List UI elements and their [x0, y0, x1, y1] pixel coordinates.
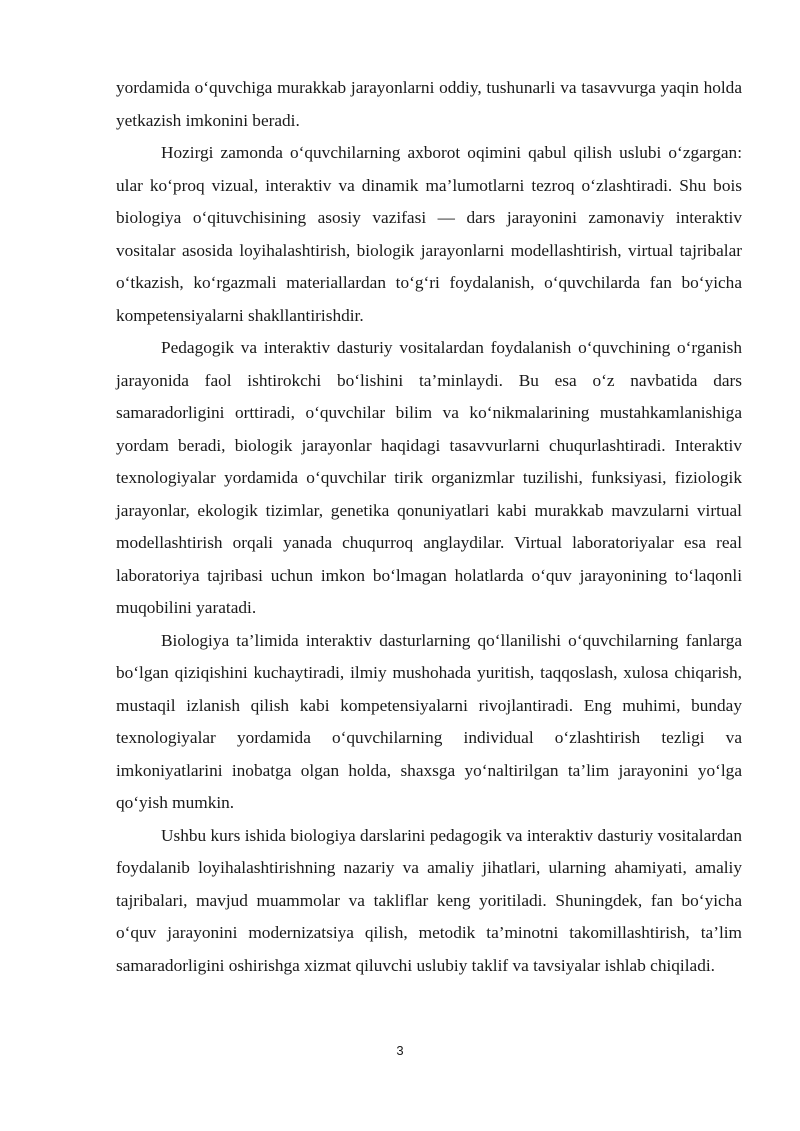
paragraph: Ushbu kurs ishida biologiya darslarini pedagogik va interaktiv dasturiy vositalardan foydalanib loyihalashtirishning nazariy va amaliy jihatlari, ularning ahamiyati, amaliy tajribalari, mavjud muammolar va takliflar keng yoritiladi. Shuningdek, fan bo‘yicha o‘quv jarayonini modernizatsiya qilish, metodik ta’minotni takomillashtirish, ta’lim samaradorligini oshirishga xizmat qiluvchi uslubiy taklif va tavsiyalar ishlab chiqiladi. [116, 825, 742, 975]
paragraph-continuation: yordamida o‘quvchiga murakkab jarayonlarni oddiy, tushunarli va tasavvurga yaqin holda yetkazish imkonini beradi. [116, 78, 742, 130]
paragraph: Hozirgi zamonda o‘quvchilarning axborot oqimini qabul qilish uslubi o‘zgargan: ular ko‘proq vizual, interaktiv va dinamik ma’lumotlarni tezroq o‘zlashtiradi. Shu bois biologiya o‘qituvchisining asosiy vazifasi — dars jarayonini zamonaviy interaktiv vositalar asosida loyihalashtirish, biologik jarayonlarni modellashtirish, virtual tajribalar o‘tkazish, ko‘rgazmali materiallardan to‘g‘ri foydalanish, o‘quvchilarda fan bo‘yicha kompetensiyalarni shakllantirishdir. [116, 143, 742, 325]
page-number: 3 [396, 1043, 404, 1058]
paragraph: Pedagogik va interaktiv dasturiy vositalardan foydalanish o‘quvchining o‘rganish jarayonida faol ishtirokchi bo‘lishini ta’minlaydi. Bu esa o‘z navbatida dars samaradorligini orttiradi, o‘quvchilar bilim va ko‘nikmalarining mustahkamlanishiga yordam beradi, biologik jarayonlar haqidagi tasavvurlarni chuqurlashtiradi. Interaktiv texnologiyalar yordamida o‘quvchilar tirik organizmlar tuzilishi, funksiyasi, fiziologik jarayonlar, ekologik tizimlar, genetika qonuniyatlari kabi murakkab mavzularni virtual modellashtirish orqali yanada chuqurroq anglaydilar. Virtual laboratoriyalar esa real laboratoriya tajribasi uchun imkon bo‘lmagan holatlarda o‘quv jarayonining to‘laqonli muqobilini yaratadi. [116, 338, 742, 617]
body-text [116, 72, 742, 982]
paragraph: Biologiya ta’limida interaktiv dasturlarning qo‘llanilishi o‘quvchilarning fanlarga bo‘lgan qiziqishini kuchaytiradi, ilmiy mushohada yuritish, taqqoslash, xulosa chiqarish, mustaqil izlanish qilish kabi kompetensiyalarni rivojlantiradi. Eng muhimi, bunday texnologiyalar yordamida o‘quvchilarning individual o‘zlashtirish tezligi va imkoniyatlarini inobatga olgan holda, shaxsga yo‘naltirilgan ta’lim jarayonini yo‘lga qo‘yish mumkin. [116, 630, 742, 812]
